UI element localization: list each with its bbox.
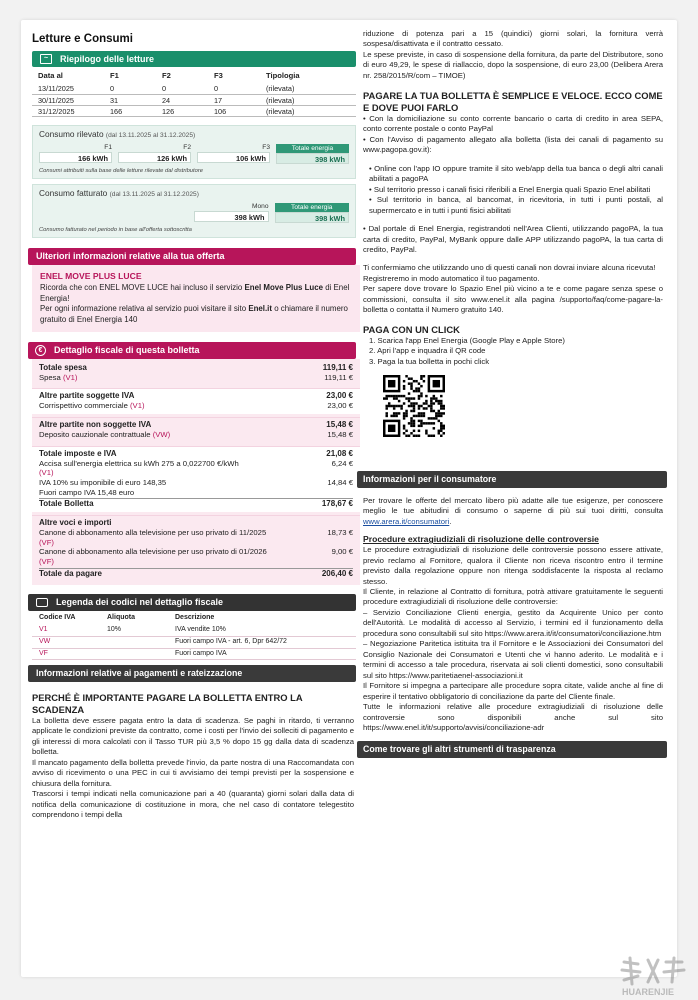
consumatore-text: Per trovare le offerte del mercato libero più adatte alle tue esigenze, per conoscere meglio le tue abitudini di consumo o saperne di più sui tuoi diritti, consulta www.arera.it/consumatori. bbox=[363, 495, 663, 526]
right-p-reg: Registreremo in modo automatico il tuo pagamento. bbox=[363, 273, 540, 283]
table-cell: VF bbox=[32, 648, 100, 660]
speech-bubble-icon bbox=[36, 598, 48, 607]
legenda-col-header: Descrizione bbox=[175, 613, 215, 621]
offerta-block bbox=[32, 265, 360, 332]
pagamenti-p3: Trascorsi i tempi indicati nella comunicazione pari a 40 (quaranta) giorni solari dalla data di notifica della comunicazione di costituzione in mora, che nel caso di contatore telegestito comprendono i tempi della bbox=[32, 789, 354, 820]
riepilogo-header bbox=[32, 51, 356, 67]
fiscal-row: IVA 10% su imponibile di euro 148,35 14,84 € bbox=[39, 477, 353, 487]
spacer bbox=[39, 203, 188, 223]
consumo-fatturato-box bbox=[32, 184, 356, 238]
left-column bbox=[28, 20, 356, 821]
right-p-spese: Le spese previste, in caso di sospensione della fornitura, da parte del Distributore, sono di euro 49,29, le spese di riallaccio, dopo la sospensione, di euro 23,00 (Delibera Arera nr. 258/2015/R/com – TIMOE) bbox=[363, 49, 663, 80]
svg-text:HUARENJIE: HUARENJIE bbox=[622, 987, 675, 997]
consumo-value: 398 kWh bbox=[194, 211, 269, 222]
legenda-table bbox=[32, 611, 356, 661]
table-cell: 126 bbox=[156, 106, 208, 117]
totale-bolletta-row: Totale Bolletta 178,67 € bbox=[39, 499, 353, 509]
consumo-label: Totale energia bbox=[275, 203, 350, 212]
qr-code-icon[interactable] bbox=[383, 375, 445, 437]
consumo-cell bbox=[194, 203, 269, 223]
procedure-p2: Il Cliente, in relazione al Contratto di fornitura, potrà attivare gratuitamente le seguenti procedure extragiudiziali di risoluzione delle controversie: bbox=[363, 586, 663, 607]
table-cell: 31 bbox=[104, 94, 156, 105]
fiscal-row: Canone di abbonamento alla televisione per uso privato di 01/2026 (VF) 9,00 € bbox=[39, 547, 353, 567]
consumo-label: F1 bbox=[104, 143, 112, 151]
totale-pagare-row: Totale da pagare 206,40 € bbox=[39, 568, 353, 578]
watermark-logo bbox=[618, 954, 692, 998]
table-cell bbox=[100, 636, 168, 648]
offerta-text-1: Ricorda che con ENEL MOVE LUCE hai incluso il servizio Enel Move Plus Luce di Enel Energia! bbox=[40, 283, 350, 303]
table-cell: Fuori campo IVA bbox=[168, 648, 356, 660]
trasparenza-header: Come trovare gli altri strumenti di trasparenza bbox=[357, 741, 667, 758]
table-cell: 106 bbox=[208, 106, 260, 117]
procedure-p5: Il Fornitore si impegna a partecipare alle procedure sopra citate, valide anche al fine di esperire il tentativo obbligatorio di conciliazione da parte del Cliente finale. bbox=[363, 681, 663, 701]
pagamenti-heading: PERCHÉ È IMPORTANTE PAGARE LA BOLLETTA ENTRO LA SCADENZA bbox=[32, 692, 303, 716]
table-cell: IVA vendite 10% bbox=[168, 625, 356, 636]
procedure-p1: Le procedure extragiudiziali di risoluzione delle controversie possono essere attivate, previo reclamo al Fornitore, qualora il Cliente non riceva riscontro entro il termine previsto dalla regolazione oppure non ritenga soddisfacente la risposta al reclamo stesso. bbox=[363, 545, 663, 586]
procedure-p6: Tutte le informazioni relative alle procedure extragiudiziali di risoluzione delle controversie sono disponibili anche sul sito https://www.enel.it/it/supporto/avvisi/conciliazione-adr bbox=[363, 702, 663, 733]
procedure-heading: Procedure extragiudiziali di risoluzione delle controversie bbox=[363, 534, 599, 545]
table-cell: 17 bbox=[208, 94, 260, 105]
consumo-cell bbox=[275, 203, 350, 223]
letture-col-header: Data al bbox=[38, 70, 63, 80]
consumo-fatturato-grid bbox=[39, 203, 349, 223]
consumo-rilevato-title: Consumo rilevato bbox=[39, 129, 104, 140]
letture-title: Letture e Consumi bbox=[32, 33, 133, 45]
consumo-rilevato-box bbox=[32, 125, 356, 179]
consumatore-header: Informazioni per il consumatore bbox=[357, 471, 667, 488]
fiscal-row: Altre partite soggette IVA 23,00 € bbox=[39, 391, 353, 401]
table-cell: 24 bbox=[156, 94, 208, 105]
pagamenti-header: Informazioni relative ai pagamenti e rateizzazione bbox=[28, 665, 356, 682]
altre-voci-title: Altre voci e importi bbox=[39, 518, 112, 528]
table-cell: V1 bbox=[32, 625, 100, 636]
pay-bullet: • Con la domiciliazione su conto corrente bancario o carta di credito in area SEPA, conto corrente postale o conto PayPal bbox=[363, 113, 663, 134]
consumo-label: Mono bbox=[252, 202, 269, 210]
consumo-value: 398 kWh bbox=[276, 153, 349, 164]
fiscal-row: Totale imposte e IVA 21,08 € bbox=[39, 448, 353, 458]
fiscal-row: Deposito cauzionale contrattuale (VW) 15,48 € bbox=[39, 430, 353, 440]
arera-link[interactable]: www.arera.it/consumatori bbox=[363, 516, 450, 526]
table-row bbox=[32, 106, 356, 117]
pay-bullet: • Con l'Avviso di pagamento allegato alla bolletta (lista dei canali di pagamento su www.pagopa.gov.it): bbox=[363, 134, 663, 155]
consumo-value: 398 kWh bbox=[275, 212, 350, 223]
consumo-value: 166 kWh bbox=[39, 152, 112, 163]
click-steps bbox=[363, 336, 663, 367]
bill-page bbox=[21, 20, 677, 977]
letture-col-header: F1 bbox=[110, 70, 119, 80]
fiscal-row: Corrispettivo commerciale (V1) 23,00 € bbox=[39, 401, 353, 411]
fiscal-row: Spesa (V1) 119,11 € bbox=[39, 372, 353, 382]
legenda-col-header: Codice IVA bbox=[39, 613, 76, 621]
right-column bbox=[357, 20, 667, 758]
table-cell: 0 bbox=[208, 83, 260, 94]
pagamenti-section bbox=[28, 692, 356, 820]
table-cell bbox=[100, 648, 168, 660]
fiscal-row: Accisa sull'energia elettrica su kWh 275 a 0,022700 €/kWh (V1) 6,24 € bbox=[39, 458, 353, 478]
fiscale-detail bbox=[32, 359, 360, 585]
click-heading: PAGA CON UN CLICK bbox=[363, 323, 460, 335]
offerta-text-2: Per ogni informazione relativa al servizio puoi visitare il sito Enel.it o chiamare il numero gratuito di Enel Energia 140 bbox=[40, 304, 348, 325]
table-cell: (rilevata) bbox=[260, 94, 356, 105]
letture-col-header: F3 bbox=[214, 70, 223, 80]
table-row bbox=[32, 94, 356, 105]
table-cell: VW bbox=[32, 636, 100, 648]
offerta-heading: ENEL MOVE PLUS LUCE bbox=[40, 271, 142, 282]
pay-sub-bullet: • Sul territorio presso i canali fisici riferibili a Enel Energia quali Spazio Enel abilitati bbox=[369, 184, 651, 194]
table-cell: (rilevata) bbox=[260, 106, 356, 117]
consumo-fatturato-title: Consumo fatturato bbox=[39, 188, 108, 199]
consumo-value: 106 kWh bbox=[197, 152, 270, 163]
fiscale-header: € Dettaglio fiscale di questa bolletta bbox=[28, 342, 356, 359]
table-row bbox=[32, 625, 356, 636]
table-cell: 30/11/2025 bbox=[32, 94, 104, 105]
pagare-heading: PAGARE LA TUA BOLLETTA È SEMPLICE E VELOCE. ECCO COME E DOVE PUOI FARLO bbox=[363, 90, 663, 114]
procedure-p4: – Negoziazione Paritetica istituita tra il Fornitore e le Associazioni dei Consumatori del Consiglio Nazionale dei Consumatori e Utenti che vi hanno aderito. Le modalità e i termini di accesso a tale procedura, riservata ai soli clienti domestici, sono consultabili sul sito https://www.paritetiaenel-associazioni.it bbox=[363, 639, 663, 680]
right-p-conf: Ti confermiamo che utilizzando uno di questi canali non dovrai inviare alcuna ricevuta! bbox=[363, 263, 656, 273]
table-cell: 0 bbox=[104, 83, 156, 94]
enel-link[interactable]: Enel.it bbox=[248, 304, 273, 314]
table-cell: (rilevata) bbox=[260, 83, 356, 94]
table-cell: 13/11/2025 bbox=[32, 83, 104, 94]
right-p-top: riduzione di potenza pari a 15 (quindici) giorni solari, la fornitura verrà sospesa/disattivata e il contratto cessato. bbox=[363, 29, 663, 49]
pagamenti-p2: Il mancato pagamento della bolletta prevede l'invio, da parte nostra di una Raccomandata con avviso di ricevimento o una PEC in cui ti avvisiamo dei tempi previsti per la sospensione e chiusura della fornitura. bbox=[32, 757, 354, 788]
legenda-col-header: Aliquota bbox=[107, 613, 135, 621]
table-row bbox=[32, 648, 356, 660]
click-step: 1. Scarica l'app Enel Energia (Google Play e Apple Store) bbox=[369, 335, 565, 345]
consumo-rilevato-note: Consumi attribuiti sulla base delle letture rilevate dal distributore bbox=[39, 167, 204, 174]
fiscal-row: Totale spesa 119,11 € bbox=[39, 362, 353, 372]
pay-sub-bullet: • Online con l'app IO oppure tramite il sito web/app della tua banca o degli altri canali abilitati a pagoPA bbox=[369, 163, 663, 184]
consumo-cell bbox=[197, 144, 270, 164]
fiscal-row: Altre partite non soggette IVA 15,48 € bbox=[39, 420, 353, 430]
euro-icon: € bbox=[35, 345, 46, 356]
consumo-label: F2 bbox=[183, 143, 191, 151]
consumo-fatturato-note: Consumo fatturato nel periodo in base all'offerta sottoscritta bbox=[39, 226, 192, 233]
consumo-rilevato-period: (dal 13.11.2025 al 31.12.2025) bbox=[105, 132, 196, 140]
table-cell: 0 bbox=[156, 83, 208, 94]
consumo-cell bbox=[118, 144, 191, 164]
procedure-p3: – Servizio Conciliazione Clienti energia, gestito da Acquirente Unico per conto dell'Autorità. Le modalità di accesso al Servizio, i termini ed il funzionamento della procedura sono consultabili sul sito https://www.arera.it/it/consumatori/conciliazione.htm bbox=[363, 607, 663, 638]
offerta-header: Ulteriori informazioni relative alla tua offerta bbox=[28, 248, 356, 265]
table-cell: 166 bbox=[104, 106, 156, 117]
table-row bbox=[32, 83, 356, 94]
riepilogo-title: Riepilogo delle letture bbox=[60, 53, 155, 64]
fiscal-row: Fuori campo IVA 15,48 euro bbox=[39, 487, 135, 497]
table-cell: 10% bbox=[100, 625, 168, 636]
pay-bullet: • Dal portale di Enel Energia, registrandoti nell'Area Clienti, utilizzando pagoPA, la tua carta di credito, PayPal, MyBank oppure dalle APP utilizzando pagoPA, la tua carta di credito, PayPal. bbox=[363, 224, 663, 254]
table-cell: 31/12/2025 bbox=[32, 106, 104, 117]
legenda-header: Legenda dei codici nel dettaglio fiscale bbox=[28, 594, 356, 611]
table-cell: Fuori campo IVA - art. 6, Dpr 642/72 bbox=[168, 636, 356, 648]
click-step: 2. Apri l'app e inquadra il QR code bbox=[369, 346, 486, 356]
consumo-label: F3 bbox=[262, 143, 270, 151]
consumo-fatturato-period: (dal 13.11.2025 al 31.12.2025) bbox=[109, 191, 199, 199]
letture-col-header: Tipologia bbox=[266, 70, 300, 80]
pay-sub-bullet: • Sul territorio in banca, al bancomat, in ricevitoria, in tutti i punti postali, al supermercato e in tutti i punti fisici abilitati bbox=[369, 195, 663, 215]
consumo-label: Totale energia bbox=[276, 144, 349, 153]
chart-icon: ~ bbox=[40, 54, 52, 64]
consumo-cell bbox=[39, 144, 112, 164]
fiscal-row: Canone di abbonamento alla televisione per uso privato di 11/2025 (VF) 18,73 € bbox=[39, 528, 353, 547]
letture-table bbox=[32, 67, 356, 118]
consumo-value: 126 kWh bbox=[118, 152, 191, 163]
table-row bbox=[32, 636, 356, 648]
click-step: 3. Paga la tua bolletta in pochi click bbox=[369, 356, 490, 366]
consumo-cell bbox=[276, 144, 349, 164]
right-p-spazio: Per sapere dove trovare lo Spazio Enel più vicino a te e come pagare senza spese o commissioni, consulta il sito www.enel.it alla pagina /supporto/faq/come-pagare-la-bolletta o contatta il Numero gratuito 140. bbox=[363, 284, 663, 315]
pagamenti-p1: La bolletta deve essere pagata entro la data di scadenza. Se paghi in ritardo, ti verranno applicate le condizioni previste da contratto, come i costi per l'invio dei solleciti di pagamento e gli interessi di mora calcolati con il Tasso TUR più 3,5 % dopo 15 gg dalla data di scadenza bolletta. bbox=[32, 715, 354, 757]
consumo-rilevato-grid bbox=[39, 144, 349, 164]
letture-col-header: F2 bbox=[162, 70, 171, 80]
